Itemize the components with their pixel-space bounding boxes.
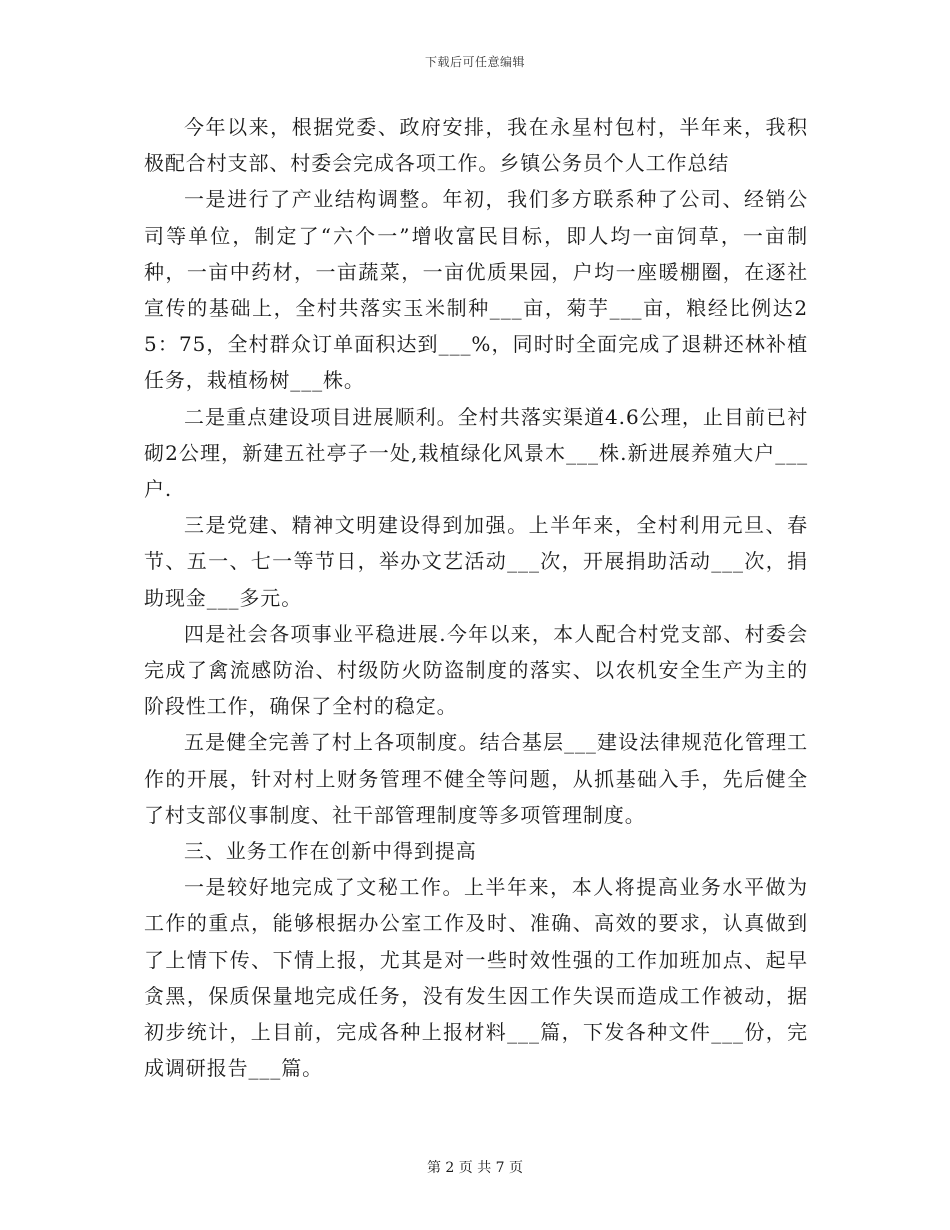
paragraph-social-affairs: 四是社会各项事业平稳进展.今年以来，本人配合村党支部、村委会完成了禽流感防治、村级防火防盗制度的落实、以农机安全生产为主的阶段性工作，确保了全村的稳定。	[144, 621, 808, 719]
document-body	[144, 109, 808, 1086]
section-heading-business-work: 三、业务工作在创新中得到提高	[184, 839, 477, 864]
page-header: 下载后可任意编辑	[424, 55, 525, 69]
paragraph-secretarial-work: 一是较好地完成了文秘工作。上半年来，本人将提高业务水平做为工作的重点，能够根据办公室工作及时、准确、高效的要求，认真做到了上情下传、下情上报，尤其是对一些时效性强的工作加班加点、起早贪黑，保质保量地完成任务，没有发生因工作失误而造成工作被动，据初步统计，上目前，完成各种上报材料___篇，下发各种文件___份，完成调研报告___篇。	[144, 875, 808, 1081]
paragraph-industry-structure: 一是进行了产业结构调整。年初，我们多方联系种了公司、经销公司等单位，制定了“六个一”增收富民目标，即人均一亩饲草，一亩制种，一亩中药材，一亩蔬菜，一亩优质果园，户均一座暖棚圈，在逐社宣传的基础上，全村共落实玉米制种___亩，菊芋___亩，粮经比例达25：75，全村群众订单面积达到___%，同时时全面完成了退耕还林补植任务，栽植杨树___株。	[144, 187, 808, 393]
paragraph-key-projects: 二是重点建设项目进展顺利。全村共落实渠道4.6公理，止目前已衬砌2公理，新建五社亭子一处,栽植绿化风景木___株.新进展养殖大户___户.	[144, 404, 808, 502]
paragraph-village-rules: 五是健全完善了村上各项制度。结合基层___建设法律规范化管理工作的开展，针对村上财务管理不健全等问题，从抓基础入手，先后健全了村支部仪事制度、社干部管理制度等多项管理制度。	[144, 730, 808, 827]
paragraph-party-building: 三是党建、精神文明建设得到加强。上半年来，全村利用元旦、春节、五一、七一等节日，举办文艺活动___次，开展捐助活动___次，捐助现金___多元。	[144, 513, 808, 610]
paragraph-intro: 今年以来，根据党委、政府安排，我在永星村包村，半年来，我积极配合村支部、村委会完成各项工作。乡镇公务员个人工作总结	[144, 115, 808, 176]
page-number-footer: 第 2 页 共 7 页	[426, 1160, 524, 1176]
